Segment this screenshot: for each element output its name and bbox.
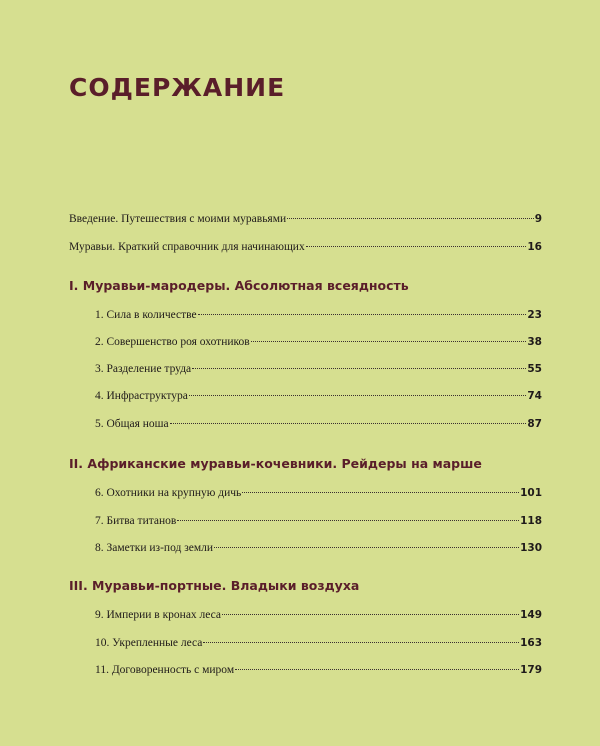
toc-entry-page: 87 <box>527 418 542 430</box>
toc-entry-label: Муравьи. Краткий справочник для начинающих <box>69 241 305 253</box>
toc-entry-page: 23 <box>527 309 542 321</box>
leader-dots <box>242 492 519 493</box>
leader-dots <box>192 368 526 369</box>
leader-dots <box>170 423 527 424</box>
toc-entry-label: 5. Общая ноша <box>95 418 169 430</box>
toc-entry-label: 9. Империи в кронах леса <box>95 609 222 621</box>
leader-dots <box>198 314 527 315</box>
toc-entry-page: 55 <box>527 363 542 375</box>
section-heading-3[interactable]: III. Муравьи-портные. Владыки воздуха <box>69 578 360 593</box>
toc-entry[interactable] <box>95 417 542 431</box>
toc-entry[interactable] <box>95 362 542 376</box>
toc-entry[interactable] <box>95 308 542 322</box>
leader-dots <box>235 669 519 670</box>
leader-dots <box>222 614 519 615</box>
toc-entry[interactable] <box>95 335 542 349</box>
leader-dots <box>251 341 527 342</box>
toc-entry-label: Введение. Путешествия с моими муравьями <box>69 213 287 225</box>
leader-dots <box>214 547 519 548</box>
toc-entry-page: 38 <box>527 336 542 348</box>
toc-entry-label: 2. Совершенство роя охотников <box>95 336 250 348</box>
toc-entry-page: 16 <box>527 241 542 253</box>
toc-entry-page: 101 <box>520 487 542 499</box>
toc-entry-page: 9 <box>534 213 542 225</box>
toc-entry-ants-guide[interactable] <box>69 240 542 254</box>
toc-entry-label: 6. Охотники на крупную дичь <box>95 487 242 499</box>
toc-entry-label: 1. Сила в количестве <box>95 309 197 321</box>
toc-entry-page: 74 <box>527 390 542 402</box>
toc-entry-page: 118 <box>520 515 542 527</box>
toc-entry-page: 179 <box>520 664 542 676</box>
toc-entry[interactable] <box>95 541 542 555</box>
leader-dots <box>189 395 527 396</box>
toc-entry[interactable] <box>95 663 542 677</box>
toc-entry-page: 130 <box>520 542 542 554</box>
toc-entry-label: 4. Инфраструктура <box>95 390 188 402</box>
toc-entry[interactable] <box>95 389 542 403</box>
toc-entry[interactable] <box>95 608 542 622</box>
page-title: СОДЕРЖАНИЕ <box>69 73 286 102</box>
toc-entry[interactable] <box>95 486 542 500</box>
leader-dots <box>177 520 519 521</box>
toc-entry-label: 10. Укрепленные леса <box>95 637 203 649</box>
toc-entry[interactable] <box>95 636 542 650</box>
toc-entry-label: 8. Заметки из-под земли <box>95 542 214 554</box>
toc-entry[interactable] <box>95 514 542 528</box>
toc-entry-label: 3. Разделение труда <box>95 363 192 375</box>
toc-entry-page: 149 <box>520 609 542 621</box>
toc-entry-introduction[interactable] <box>69 212 542 226</box>
leader-dots <box>306 246 527 247</box>
section-heading-2[interactable]: II. Африканские муравьи-кочевники. Рейдеры на марше <box>69 456 482 471</box>
toc-entry-label: 11. Договоренность с миром <box>95 664 235 676</box>
leader-dots <box>203 642 519 643</box>
section-heading-1[interactable]: I. Муравьи-мародеры. Абсолютная всеядность <box>69 278 409 293</box>
toc-entry-label: 7. Битва титанов <box>95 515 177 527</box>
toc-entry-page: 163 <box>520 637 542 649</box>
leader-dots <box>287 218 534 219</box>
